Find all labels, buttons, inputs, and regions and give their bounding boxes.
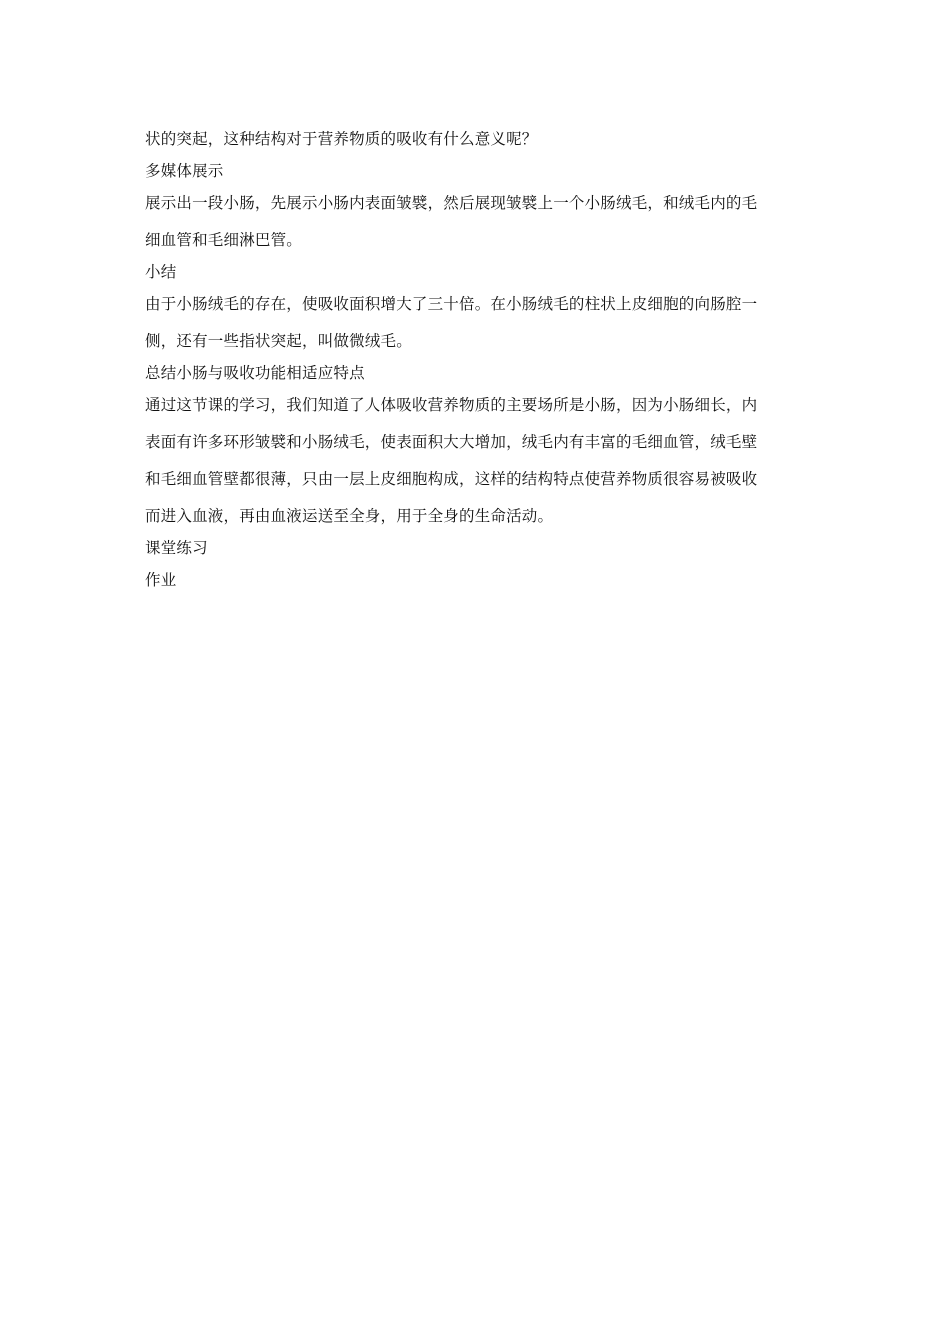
text-line-conclusion-2: 表面有许多环形皱襞和小肠绒毛，使表面积大大增加，绒毛内有丰富的毛细血管，绒毛壁: [145, 433, 758, 451]
document-body: [145, 123, 810, 596]
text-line-summary-1: 由于小肠绒毛的存在，使吸收面积增大了三十倍。在小肠绒毛的柱状上皮细胞的向肠腔一: [145, 295, 758, 313]
heading-multimedia: 多媒体展示: [145, 162, 224, 180]
text-line-summary-2: 侧，还有一些指状突起，叫做微绒毛。: [145, 332, 412, 350]
text-line-multimedia-2: 细血管和毛细淋巴管。: [145, 231, 303, 249]
heading-summary: 小结: [145, 263, 177, 281]
text-line-continuation: 状的突起，这种结构对于营养物质的吸收有什么意义呢？: [145, 130, 538, 148]
text-line-multimedia-1: 展示出一段小肠，先展示小肠内表面皱襞，然后展现皱襞上一个小肠绒毛，和绒毛内的毛: [145, 194, 758, 212]
heading-conclusion: 总结小肠与吸收功能相适应特点: [145, 364, 365, 382]
heading-homework: 作业: [145, 571, 177, 589]
text-line-conclusion-1: 通过这节课的学习，我们知道了人体吸收营养物质的主要场所是小肠，因为小肠细长，内: [145, 396, 758, 414]
text-line-conclusion-3: 和毛细血管壁都很薄，只由一层上皮细胞构成，这样的结构特点使营养物质很容易被吸收: [145, 470, 758, 488]
text-line-conclusion-4: 而进入血液，再由血液运送至全身，用于全身的生命活动。: [145, 507, 554, 525]
heading-exercise: 课堂练习: [145, 539, 208, 557]
